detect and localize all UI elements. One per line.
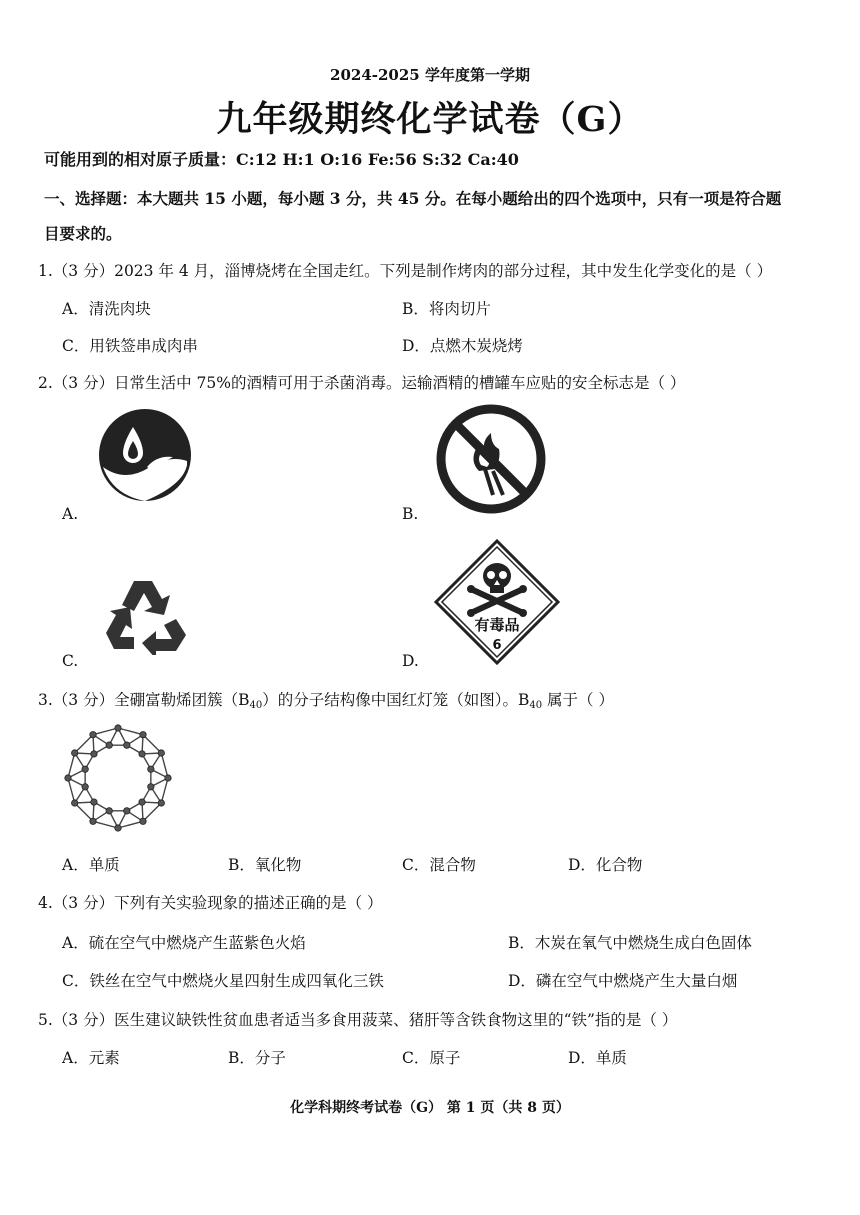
- q1-option-c: C．用铁签串成肉串: [62, 337, 198, 355]
- q3-stem-post: 属于（ ）: [542, 691, 614, 709]
- q2-option-d-label: D.: [402, 652, 419, 670]
- q5-option-c: C．原子: [402, 1049, 461, 1067]
- question-3-stem: [38, 688, 614, 711]
- toxic-substance-sign-icon: [433, 538, 561, 666]
- q5-option-b: B．分子: [228, 1049, 286, 1067]
- q5-option-d: D．单质: [568, 1049, 627, 1067]
- toxic-label-text: 有毒品: [474, 616, 520, 634]
- page-footer: 化学科期终考试卷（G） 第 1 页（共 8 页）: [290, 1100, 570, 1116]
- question-4-stem: 4.（3 分）下列有关实验现象的描述正确的是（ ）: [38, 894, 383, 912]
- q4-option-c: C．铁丝在空气中燃烧火星四射生成四氧化三铁: [62, 972, 384, 990]
- q3-option-a: A．单质: [62, 856, 120, 874]
- section-instructions-line1: 一、选择题：本大题共 15 小题，每小题 3 分，共 45 分。在每小题给出的四个选项中，只有一项是符合题: [44, 189, 782, 208]
- question-1-stem: 1.（3 分）2023 年 4 月，淄博烧烤在全国走红。下列是制作烤肉的部分过程，其中发生化学变化的是（ ）: [38, 262, 773, 280]
- toxic-class-number: 6: [492, 638, 502, 653]
- q2-option-c-label: C.: [62, 652, 79, 670]
- q3-subscript-1: 40: [249, 700, 263, 711]
- q4-option-d: D．磷在空气中燃烧产生大量白烟: [508, 972, 738, 990]
- question-2-stem: 2.（3 分）日常生活中 75%的酒精可用于杀菌消毒。运输酒精的槽罐车应贴的安全标志是（ ）: [38, 374, 686, 392]
- q2-option-b-label: B.: [402, 505, 419, 523]
- exam-title: 九年级期终化学试卷（G）: [216, 99, 644, 140]
- q3-stem-mid: ）的分子结构像中国红灯笼（如图）。B: [262, 691, 530, 709]
- q3-option-b: B．氧化物: [228, 856, 302, 874]
- q1-option-b: B．将肉切片: [402, 300, 491, 318]
- q3-stem-pre: 3.（3 分）全硼富勒烯团簇（B: [38, 691, 250, 709]
- q4-option-b: B．木炭在氧气中燃烧生成白色固体: [508, 934, 752, 952]
- question-5-stem: 5.（3 分）医生建议缺铁性贫血患者适当多食用菠菜、猪肝等含铁食物这里的“铁”指的是（ ）: [38, 1011, 678, 1029]
- atomic-masses: 可能用到的相对原子质量：C:12 H:1 O:16 Fe:56 S:32 Ca:40: [44, 150, 519, 169]
- q4-option-a: A．硫在空气中燃烧产生蓝紫色火焰: [62, 934, 306, 952]
- q5-option-a: A．元素: [62, 1049, 120, 1067]
- section-instructions-line2: 目要求的。: [44, 224, 122, 243]
- q1-option-d: D．点燃木炭烧烤: [402, 337, 523, 355]
- q3-option-d: D．化合物: [568, 856, 643, 874]
- school-year: 2024-2025 学年度第一学期: [330, 66, 530, 84]
- q3-subscript-2: 40: [529, 700, 543, 711]
- q2-option-a-label: A.: [62, 505, 79, 523]
- q3-option-c: C．混合物: [402, 856, 476, 874]
- recycling-sign-icon: [100, 575, 192, 655]
- b40-molecule-structure-icon: [62, 722, 174, 834]
- hazard-sign-a-icon: [95, 405, 195, 505]
- q1-option-a: A．清洗肉块: [62, 300, 151, 318]
- no-open-flame-sign-icon: [435, 403, 547, 515]
